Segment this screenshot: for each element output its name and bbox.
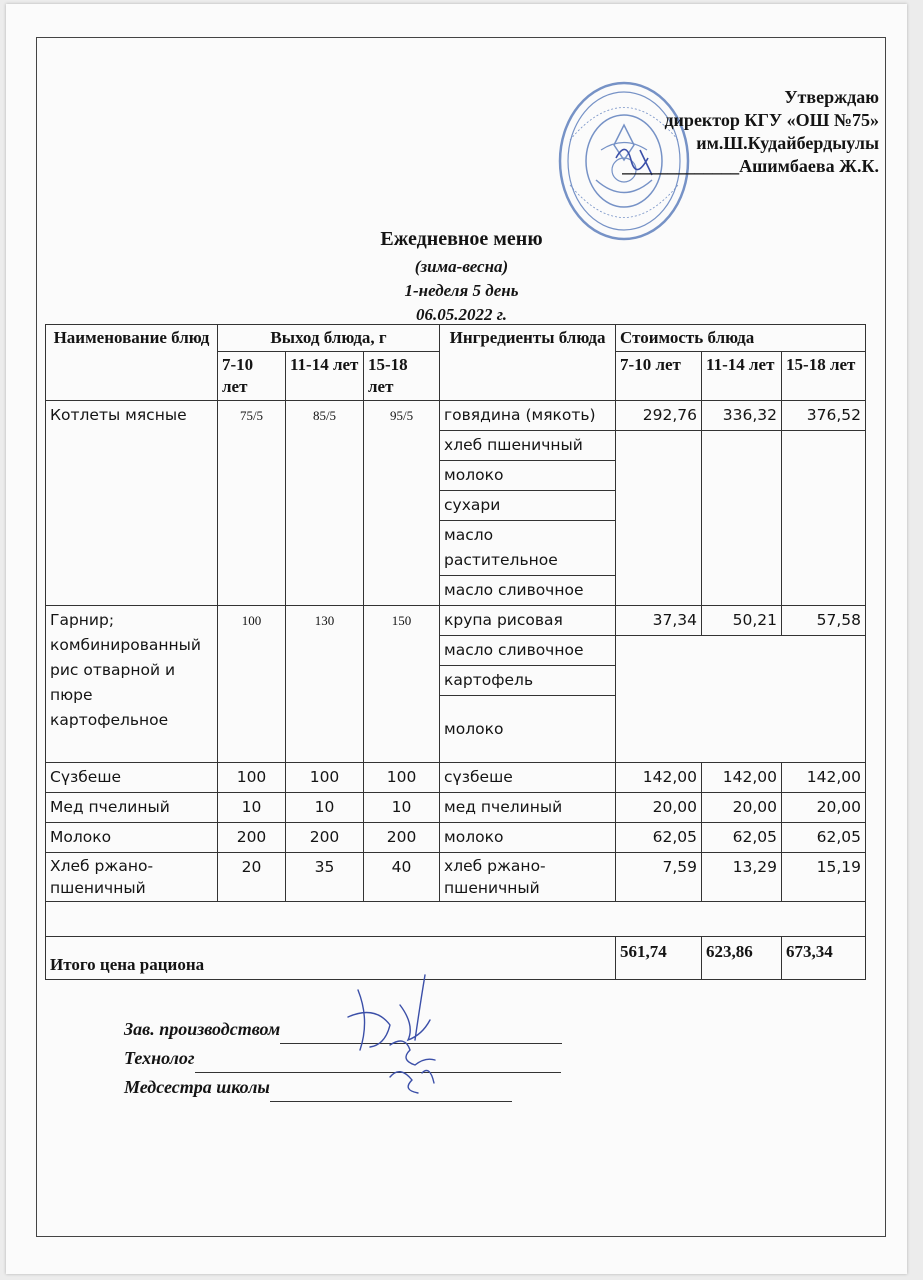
dish-name: Мед пчелиный [46, 793, 218, 823]
dish-yield: 100 [218, 606, 286, 763]
signature-label: Зав. производством [124, 1019, 281, 1039]
dish-cost: 62,05 [782, 823, 866, 853]
dish-cost: 292,76 [616, 401, 702, 431]
date-subtitle: 06.05.2022 г. [415, 305, 508, 324]
total-label: Итого цена рациона [46, 937, 616, 980]
approval-school: им.Ш.Кудайбердыулы [696, 133, 879, 153]
ingredient: масло сливочное [440, 576, 616, 606]
ingredient: хлеб ржано-пшеничный [440, 853, 616, 902]
approval-director: _____________Ашимбаева Ж.К. [622, 156, 879, 176]
header-yield-age-1: 7-10 лет [218, 352, 286, 401]
approval-title: Утверждаю [784, 87, 879, 107]
table-row [46, 763, 866, 793]
ingredient: хлеб пшеничный [440, 431, 616, 461]
ingredient-text: говядина (мякоть) [444, 406, 596, 424]
week-subtitle: 1-неделя 5 день [404, 281, 519, 300]
table-row [46, 823, 866, 853]
signature-icon [330, 965, 470, 1105]
empty-cell [616, 636, 866, 763]
ingredient: молоко [440, 461, 616, 491]
dish-cost: 62,05 [702, 823, 782, 853]
ingredient: крупа рисовая [440, 606, 616, 636]
dish-yield: 95/5 [364, 401, 440, 606]
dish-name: Сүзбеше [46, 763, 218, 793]
header-yield-age-3: 15-18 лет [364, 352, 440, 401]
dish-cost: 15,19 [782, 853, 866, 902]
header-row [46, 325, 866, 352]
dish-yield: 100 [218, 763, 286, 793]
dish-yield: 100 [364, 763, 440, 793]
dish-name: Молоко [46, 823, 218, 853]
table-row [46, 793, 866, 823]
table-row [46, 902, 866, 937]
ingredient: молоко [440, 696, 616, 763]
dish-yield: 20 [218, 853, 286, 902]
ingredient: сүзбеше [440, 763, 616, 793]
header-ingredients: Ингредиенты блюда [440, 325, 616, 401]
empty-row [46, 902, 866, 937]
empty-cell [782, 431, 866, 606]
approval-position: директор КГУ «ОШ №75» [664, 110, 879, 130]
menu-table [45, 324, 866, 980]
dish-yield: 10 [364, 793, 440, 823]
empty-cell [616, 431, 702, 606]
dish-yield: 200 [286, 823, 364, 853]
header-yield-age-2: 11-14 лет [286, 352, 364, 401]
dish-name: Хлеб ржано-пшеничный [46, 853, 218, 902]
dish-yield: 10 [218, 793, 286, 823]
empty-cell [702, 431, 782, 606]
dish-cost: 20,00 [616, 793, 702, 823]
total-value: 673,34 [782, 937, 866, 980]
header-cost-age-2: 11-14 лет [702, 352, 782, 401]
page-title: Ежедневное меню [380, 228, 543, 250]
dish-yield: 150 [364, 606, 440, 763]
header-yield: Выход блюда, г [218, 325, 440, 352]
signature-label: Медсестра школы [124, 1077, 270, 1097]
ingredient [440, 401, 616, 431]
header-cost-age-1: 7-10 лет [616, 352, 702, 401]
dish-yield: 200 [364, 823, 440, 853]
season-subtitle: (зима-весна) [414, 257, 509, 276]
signature-label: Технолог [124, 1048, 195, 1068]
table-row [46, 853, 866, 902]
ingredient: сухари [440, 491, 616, 521]
dish-cost: 62,05 [616, 823, 702, 853]
total-value: 623,86 [702, 937, 782, 980]
table-row [46, 606, 866, 636]
dish-cost: 142,00 [702, 763, 782, 793]
dish-cost: 37,34 [616, 606, 702, 636]
header-cost-age-3: 15-18 лет [782, 352, 866, 401]
dish-name: Гарнир; комбинированный рис отварной и пюре картофельное [46, 606, 218, 763]
ingredient: масло сливочное [440, 636, 616, 666]
dish-cost: 50,21 [702, 606, 782, 636]
dish-cost: 142,00 [782, 763, 866, 793]
dish-cost: 7,59 [616, 853, 702, 902]
total-value: 561,74 [616, 937, 702, 980]
ingredient: молоко [440, 823, 616, 853]
approval-block [622, 86, 879, 178]
table-row [46, 401, 866, 431]
dish-yield: 35 [286, 853, 364, 902]
dish-yield: 200 [218, 823, 286, 853]
dish-cost: 20,00 [702, 793, 782, 823]
dish-cost: 376,52 [782, 401, 866, 431]
dish-cost: 13,29 [702, 853, 782, 902]
dish-yield: 85/5 [286, 401, 364, 606]
dish-cost: 336,32 [702, 401, 782, 431]
ingredient: картофель [440, 666, 616, 696]
header-cost: Стоимость блюда [616, 325, 866, 352]
dish-cost: 142,00 [616, 763, 702, 793]
dish-name: Котлеты мясные [46, 401, 218, 606]
dish-cost: 57,58 [782, 606, 866, 636]
dish-yield: 10 [286, 793, 364, 823]
dish-yield: 130 [286, 606, 364, 763]
dish-yield: 40 [364, 853, 440, 902]
dish-yield: 100 [286, 763, 364, 793]
header-name: Наименование блюд [46, 325, 218, 401]
dish-yield: 75/5 [218, 401, 286, 606]
dish-cost: 20,00 [782, 793, 866, 823]
ingredient: масло растительное [440, 521, 616, 576]
ingredient: мед пчелиный [440, 793, 616, 823]
